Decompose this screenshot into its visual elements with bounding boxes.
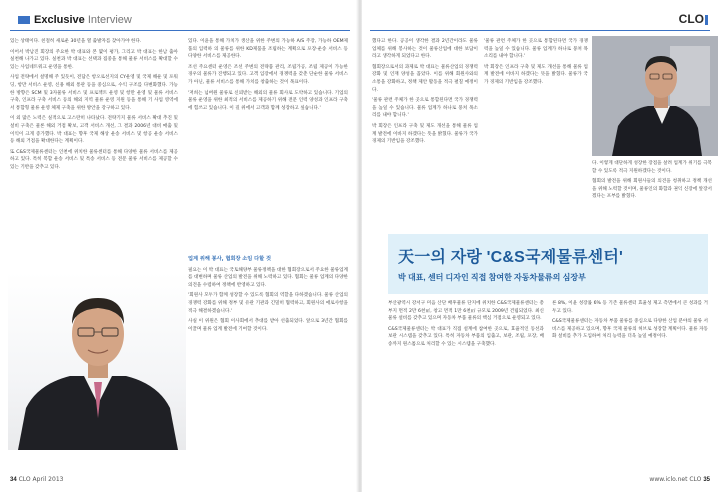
paragraph: 이 외 많은 노력은 실적으로 고스란히 나타났다. 전략기지 물류 서비스 확대 추진 및 설비 구축은 물론 해외 거점 확보, 고객 서비스 개선, 그 결과 2006년 대비 매출 및 이익이 크게 증가했다. 박 대표는 향후 국제 해상 운송 서비스 및 항공 운송 서비스 등 해외 거점을 확대한다는 계획이다. xyxy=(10,116,178,145)
paragraph: 조선 주요센터 운영은 조선 주변의 전략품 관리, 조립가공, 조립 제공이 가능한 경우의 물류가 진행되고 있다. 고객 입장에서 경쟁력을 갖춘 단순한 물류 서비스가 아닌, 물류 서비스를 통해 가치를 창출하는 것이 목표이다. xyxy=(188,64,348,85)
paragraph: 사실 이 위원은 협회 이사회에서 추대를 받아 선출되었다. 앞으로 3년간 협회를 이끌며 물류 업계 발전에 기여할 것이다. xyxy=(188,319,348,332)
left-footer xyxy=(10,476,63,483)
paragraph: 이어서 박남진 회장의 주요한 박 대표와 본 몇이 평가, 그리고 박 대표는 한남 출아 실천해 나가고 있다. 실천과 박 대표는 선택과 집중을 통해 물류 서비스를 확대할 수 있는 사업네트워크 운영을 통한. xyxy=(10,49,178,70)
paragraph: 사업 전략에서 설명해 주 있듯이, 전담은 항오로선지의 CY운영 및 국제 해운 및 포워딩, 항만 서비스 운영, 신용 해외 통관 등을 중심으로, 수익 구조를 다변화했다. 가능한 방향은 SCM 및 3자물류 서비스 및 프로젝트 운영 및 항만 운영 및 물류 서비스 구축, 인프라 구축 서비스 등의 해외 지역 물류 운영 지원 등을 통해 기 사업 영역에서 통합형 물류 운영 체제 구축을 위한 방안을 강구하고 있다. xyxy=(10,75,178,111)
paragraph: 부산광역시 강서구 미음 산단 배후물류 단지에 위치한 C&S국제물류센터는 총 부지 면적 2만 6천㎡, 창고 면적 1만 6천㎡ 규모로 2009년 건립되었다. 최신 물류 설비를 갖추고 있으며 자동차 부품 물류의 핵심 거점으로 운영되고 있다. xyxy=(388,301,544,322)
story-title: 天一의 자랑 'C&S국제물류센터' xyxy=(398,249,623,266)
paragraph: 른 8%, 이윤 성장률 6% 등 기존 물류센터 효율성 제고 측면에서 큰 성과를 거두고 있다. xyxy=(552,301,708,314)
section-marker-icon xyxy=(705,15,708,25)
interview-photo-left xyxy=(8,272,186,450)
right-column-1 xyxy=(372,38,478,228)
left-column-2-lower xyxy=(188,250,348,466)
paragraph: 있는 상태이다. 친절히 새로운 30년을 열 출발자를 찾아가야 한다. xyxy=(10,39,142,44)
paragraph: C&S국제물류센터는 자동차 부품 물류를 중심으로 다양한 산업 분야의 물류 서비스를 제공하고 있으며, 향후 국제 물류의 허브로 성장할 계획이다. 물류 자동화 설비를 추가 도입하여 처리 능력을 더욱 높일 예정이다. xyxy=(552,319,708,340)
left-column-2 xyxy=(188,38,348,250)
paragraph: '회원사 모두가 함께 성장할 수 있도록 협회의 역할을 다하겠습니다. 물류 산업의 경쟁력 강화를 위해 정부 및 유관 기관과 긴밀히 협력하고, 회원사의 애로사항을 적극 해결하겠습니다.' xyxy=(188,293,348,314)
section-marker-icon xyxy=(18,16,30,24)
story-column-1 xyxy=(388,300,544,470)
left-page xyxy=(0,0,358,492)
paragraph: 필요는 이 박 대표는 국토해양부 물류정책을 대한 협회장으로서 주요한 물류업계를 대변하며 물류 산업의 발전을 위해 노력하고 있다. 협회는 물류 업계의 다양한 의견을 수렴하여 정책에 반영하고 있다. xyxy=(188,267,348,288)
right-header xyxy=(370,8,710,32)
paragraph: 다. 이렇게 대단하게 성장한 장점을 살려 업계가 위기를 극복할 수 있도록 적극 지원하겠다는 것이다. xyxy=(592,161,712,174)
paragraph: 했다고 한다. 공공이 생각한 결과 2년간이라도 물류업체를 위해 봉사하는 것이 물류산업에 대한 보답이라고 생각하게 되었다고 한다. xyxy=(372,39,478,60)
section-title-bold: Exclusive xyxy=(34,14,85,26)
footer-text: www.iclo.net CLO xyxy=(649,476,702,483)
right-footer xyxy=(649,476,710,483)
page-number: 34 xyxy=(10,477,17,483)
right-column-2 xyxy=(592,160,712,228)
story-box xyxy=(388,234,708,294)
section-title-sub: Interview xyxy=(87,14,132,26)
footer-text: CLO April 2013 xyxy=(18,476,64,483)
left-column-1 xyxy=(10,38,178,270)
section-title xyxy=(34,14,132,26)
paragraph: '물류 관련 주체가 한 곳으로 통합된다면 국가 경쟁력을 높일 수 있습니다. 물류 업계가 하나로 뭉쳐 목소리를 내야 합니다.' xyxy=(484,39,588,60)
paragraph: 협회장으로서의 과제로 박 대표는 물류산업의 경쟁력 강화 및 인재 양성을 꼽았다. 이를 위해 회원사와의 소통을 강화하고, 정책 제안 활동을 적극 펼칠 예정이다. xyxy=(372,64,478,93)
subheading: 업계 위해 봉사, 협회장 소임 다할 것 xyxy=(188,256,271,262)
paragraph: '저희는 넘버원 물류로 신뢰받는 해외의 물류 회사로 도약하고 있습니다. 기업의 물류 운영을 위한 최적의 서비스를 제공하기 위해 전문 인력 양성과 인프라 구축에 힘쓰고 있습니다. 이 길 위에서 고객과 함께 성장하고 싶습니다.' xyxy=(188,90,348,111)
story-subtitle: 박 대표, 센터 디자인 직접 참여한 자동차물류의 심장부 xyxy=(398,273,586,282)
page-number: 35 xyxy=(703,477,710,483)
paragraph: 또 C&S국제물류센터는 인천에 위치한 물류센터를 통해 다양한 물류 서비스를 제공하고 있다. 특히 복합 운송 서비스 및 특송 서비스 등 전문 물류 서비스를 제공할 수 있는 기반을 갖추고 있다. xyxy=(10,149,178,170)
right-column-1b xyxy=(484,38,588,228)
section-tag: CLO xyxy=(678,12,704,26)
interview-photo-right xyxy=(592,36,718,156)
paragraph: 있다. 이윤을 통해 가치가 생산을 위한 주변의 가능하 A/S 주장, 가능하 OEM제품의 입력하 의 물류를 위한 KD제품을 조립하는 계획으로 포장·운송 서비스 등 다양한 서비스를 제공한다. xyxy=(188,39,348,60)
paragraph: '물류 관련 주체가 한 곳으로 통합된다면 국가 경쟁력을 높일 수 있습니다. 물류 업계가 하나로 뭉쳐 목소리를 내야 합니다.' xyxy=(372,98,478,119)
paragraph: 박 회장은 인프라 구축 및 제도 개선을 통해 물류 업계 발전에 이바지 하겠다는 뜻을 밝혔다. 물류가 국가 경제의 기반임을 강조했다. xyxy=(372,123,478,145)
paragraph: 협회의 발전을 위해 회원사들의 의견을 청취하고 정책 개선을 위해 노력할 것이며, 물류인의 화합과 권익 신장에 앞장서겠다는 포부를 밝혔다. xyxy=(592,179,712,200)
header-rule xyxy=(10,30,350,31)
person-portrait-icon xyxy=(8,272,186,450)
paragraph: C&S국제물류센터는 박 대표가 직접 설계에 참여한 곳으로, 효율적인 동선과 보관 시스템을 갖추고 있다. 특히 자동차 부품의 입출고, 보관, 조립, 포장, 배송까지 원스톱으로 처리할 수 있는 시스템을 구축했다. xyxy=(388,326,544,347)
person-portrait-icon xyxy=(592,36,718,156)
left-header xyxy=(10,8,350,32)
right-page xyxy=(362,0,720,492)
header-rule xyxy=(370,30,710,31)
paragraph: 박 회장은 인프라 구축 및 제도 개선을 통해 물류 업계 발전에 이바지 하겠다는 뜻을 밝혔다. 물류가 국가 경제의 기반임을 강조했다. xyxy=(484,64,588,85)
story-column-2 xyxy=(552,300,708,470)
